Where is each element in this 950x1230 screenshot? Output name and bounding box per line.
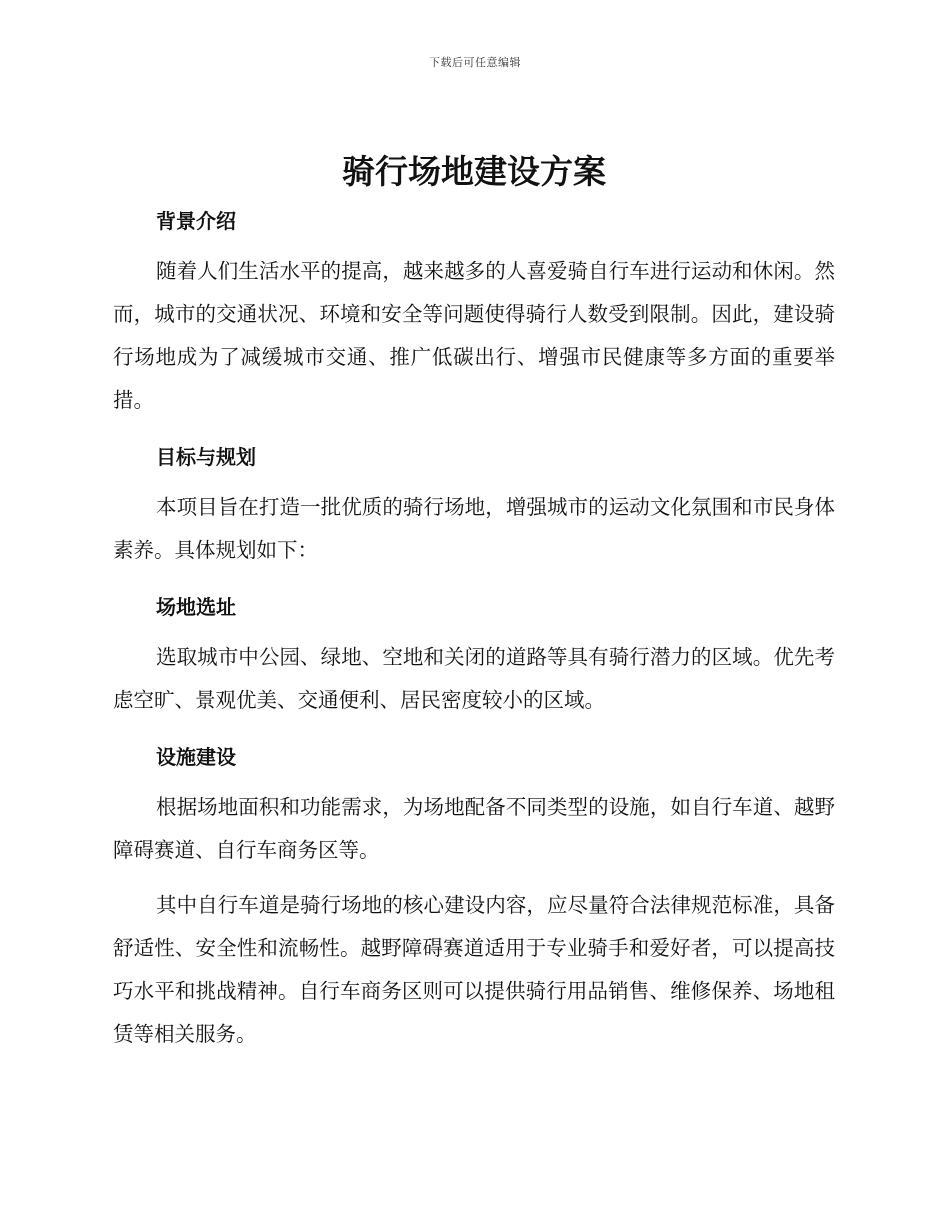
paragraph-facilities-detail: 其中自行车道是骑行场地的核心建设内容，应尽量符合法律规范标准，具备舒适性、安全性和流畅性。越野障碍赛道适用于专业骑手和爱好者，可以提高技巧水平和挑战精神。自行车商务区则可以提供骑行用品销售、维修保养、场地租赁等相关服务。 [113, 893, 835, 1046]
paragraph-site-selection: 选取城市中公园、绿地、空地和关闭的道路等具有骑行潜力的区域。优先考虑空旷、景观优美、交通便利、居民密度较小的区域。 [113, 645, 835, 712]
section-heading-background: 背景介绍 [156, 209, 236, 233]
section-heading-site-selection: 场地选址 [156, 595, 236, 619]
document-body [113, 150, 835, 1056]
paragraph-facilities: 根据场地面积和功能需求，为场地配备不同类型的设施，如自行车道、越野障碍赛道、自行车商务区等。 [113, 795, 835, 862]
section-heading-facilities: 设施建设 [156, 745, 236, 769]
paragraph-background: 随着人们生活水平的提高，越来越多的人喜爱骑自行车进行运动和休闲。然而，城市的交通状况、环境和安全等问题使得骑行人数受到限制。因此，建设骑行场地成为了减缓城市交通、推广低碳出行、增强市民健康等多方面的重要举措。 [113, 259, 835, 412]
header-note: 下载后可任意编辑 [429, 56, 521, 69]
document-title: 骑行场地建设方案 [342, 152, 606, 191]
paragraph-goals: 本项目旨在打造一批优质的骑行场地，增强城市的运动文化氛围和市民身体素养。具体规划如下： [113, 495, 835, 562]
section-heading-goals: 目标与规划 [156, 445, 256, 469]
